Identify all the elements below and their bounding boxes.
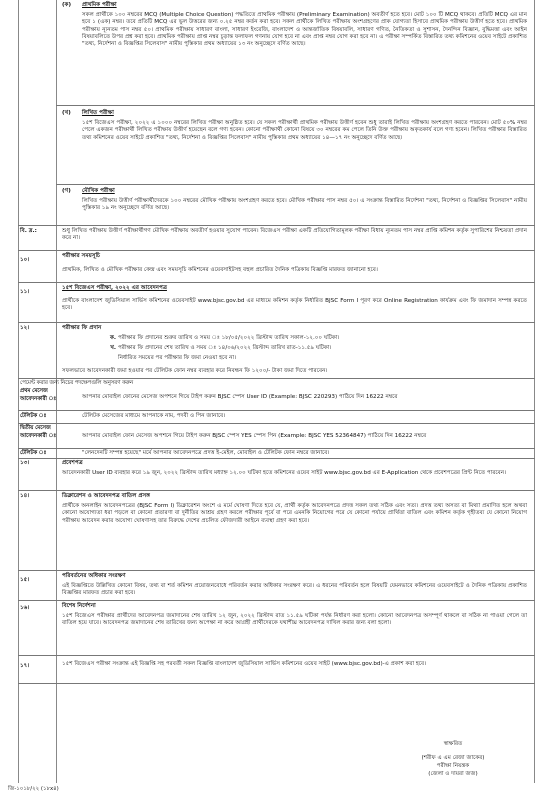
divider (18, 655, 535, 656)
section-website (0, 661, 553, 691)
section-number: ১৭। (20, 663, 30, 669)
section-application (0, 285, 553, 323)
divider (18, 570, 535, 571)
teletalk1-text: টেলিটক মেসেজের মাধ্যমে আপনাকে নাম, পদবী ও পিন জানাবে। (82, 413, 226, 419)
divider (18, 458, 535, 459)
section-heading: ডিক্লারেশন ও আবেদনপত্র বাতিল প্রসঙ্গ (62, 493, 150, 499)
sms2-label: দ্বিতীয় মেসেজ (20, 425, 51, 431)
section-heading: পরীক্ষার ফি প্রদান (62, 325, 102, 331)
section-label: (খ) (62, 110, 71, 116)
note-label: বি. দ্র.: (20, 228, 37, 234)
divider (18, 423, 535, 424)
section-text: লিখিত পরীক্ষায় উত্তীর্ণ পরীক্ষার্থীদেরকে ১০০ নম্বরের মৌখিক পরীক্ষায় অংশগ্রহণ করতে হবে। মৌখিক পরীক্ষার পাস নম্বর ৫০। এ সংক্রান্ত বিস্তারিত নির্দেশনা "তথ্য, নির্দেশনা ও বিজ্ঞপ্তির সিলেবাস" নামীয় পুস্তিকার ১৯ নং অনুচ্ছেদে বর্ণিত আছে। (82, 198, 527, 212)
divider (18, 410, 535, 411)
section-admit-card (0, 460, 553, 488)
signature-title: পরীক্ষা নিয়ন্ত্রক (436, 763, 470, 769)
applicant1-label: আবেদনকারী ঃ (20, 396, 57, 402)
divider (18, 448, 535, 449)
divider (18, 490, 535, 491)
section-number: ১৫। (20, 577, 30, 583)
footer-code: জি-১০১৮/২২ (১৮x৪) (8, 786, 59, 792)
section-number: ১৩। (20, 460, 30, 466)
divider (18, 282, 535, 283)
section-number: ১৪। (20, 493, 30, 499)
section-text: ১৫শ বিজেএস পরীক্ষার প্রার্থীদের আবেদনপত্র জমাদানের শেষ তারিখ ১২ জুন, ২০২২ খ্রিস্টাব্দ রাত ১১.৫৯ ঘটিকা পর্যন্ত নির্ধারণ করা হলো। কোনো আবেদনপত্র অসম্পূর্ণ থাকলে বা সঠিক না পাওয়া গেলে তা বাতিল হয়ে যাবে। আবেদনপত্র জমাদানের শেষ তারিখের জন্য অপেক্ষা না করে আগ্রহী প্রার্থীদেরকে যথাশীঘ্র আবেদনপত্র দাখিল করার জন্য বলা হলো। (62, 613, 527, 627)
section-heading: ১৫শ বিজেএস পরীক্ষা, ২০২২ এর আবেদনপত্র (62, 285, 167, 291)
section-text: এই বিজ্ঞপ্তিতে উল্লিখিত কোনো বিষয়, তথ্য বা শর্ত কমিশন প্রয়োজনবোধে পরিবর্তন করার অধিকার সংরক্ষণ করে। এ ধরনের পরিবর্তন হলে বিষয়টি যেমনভাবে কমিশনের ওয়েবসাইটে ও দৈনিক পত্রিকায় প্রকাশিত বিজ্ঞপ্তির মারফত প্রচার করা হবে। (62, 583, 527, 597)
applicant2-label: আবেদনকারী ঃ (20, 433, 57, 439)
section-heading: লিখিত পরীক্ষা (82, 110, 114, 116)
signature-label: স্বাক্ষরিত (443, 741, 463, 747)
teletalk2-text: "লেনদেনটি সম্পন্ন হয়েছে" মর্মে আপনার আবেদনপত্রে প্রদত্ত ই-মেইল, মোবাইল ও টেলিটক ফোন নম্বরে জানাবে। (82, 450, 330, 456)
payment-intro: পেমেন্ট করার জন্য নিচের পদক্ষেপগুলি অনুসরণ করুন (20, 380, 134, 386)
section-heading: প্রাথমিক পরীক্ষা (82, 2, 117, 8)
section-heading: পরীক্ষার সময়সূচি (62, 253, 101, 259)
divider (56, 184, 535, 185)
teletalk1-label: টেলিটক ঃ (20, 413, 47, 419)
section-preliminary (0, 2, 553, 104)
section-heading: পরিবর্তনের অধিকার সংরক্ষণ (62, 573, 126, 579)
section-label: (গ) (62, 188, 71, 194)
teletalk2-label: টেলিটক ঃ (20, 450, 47, 456)
divider (56, 105, 535, 106)
divider (18, 600, 535, 601)
section-number: ১১। (20, 289, 30, 295)
note-text: শুধু লিখিত পরীক্ষায় উত্তীর্ণ পরীক্ষার্থীগণ মৌখিক পরীক্ষায় অবতীর্ণ হওয়ার সুযোগ পাবেন। বিজেএস পরীক্ষা একটি প্রতিযোগিতামূলক পরীক্ষা বিধায় ন্যূনতম পাস নম্বর প্রাপ্তি কমিশন কর্তৃক সুপারিশের নিশ্চয়তা প্রদান করে না। (62, 228, 527, 242)
note-block (0, 228, 553, 250)
fee-item-text: নির্ধারিত সময়ের পর পরীক্ষার ফি জমা নেওয়া হবে না। (118, 355, 237, 361)
section-heading: প্রবেশপত্র (62, 460, 83, 466)
section-text: প্রার্থীকে বাংলাদেশ জুডিসিয়াল সার্ভিস কমিশনের ওয়েবসাইট www.bjsc.gov.bd এর মাধ্যমে কমিশন কর্তৃক নির্ধারিত BJSC Form I পূরণ করে Online Registration কার্যক্রম এবং ফি জমাদান সম্পন্ন করতে হবে। (62, 298, 527, 312)
section-text: প্রার্থীকে অনলাইন আবেদনপত্রের (BJSC Form I) ডিক্লারেশন অংশে এ মর্মে ঘোষণা দিতে হবে যে, প্রার্থী কর্তৃক আবেদনপত্রে প্রদত্ত সকল তথ্য সঠিক এবং সত্য। প্রদত্ত তথ্য অসত্য বা মিথ্যা প্রমাণিত হলে অথবা কোনো অযোগ্যতা ধরা পড়লে বা কোনো প্রতারণা বা দুর্নীতির আশ্রয় গ্রহণ করলে পরীক্ষার পূর্বে বা পরে এমনকি নিয়োগের পরে যে কোনো পর্যায়ে প্রার্থিতা বাতিল এবং কমিশন কর্তৃক গৃহীতব্য যে কোনো নিয়োগ পরীক্ষায় আবেদন করার অযোগ্য ঘোষণাসহ তার বিরুদ্ধে দেশের প্রচলিত ফৌজদারী আইনে ব্যবস্থা গ্রহণ করা হবে। (62, 503, 527, 524)
section-viva (0, 188, 553, 218)
section-schedule (0, 253, 553, 281)
section-rights (0, 573, 553, 607)
sms1-text: আপনার মোবাইল ফোনের মেসেজ অপশনে গিয়ে টাইপ করুন BJSC স্পেস User ID (Example: BJSC 220293) পাঠিয়ে দিন 16222 নম্বরে (82, 394, 398, 400)
fee-item-text: পরীক্ষার ফি প্রদানের শেষ তারিখ ও সময় ঃ ১৪/০৬/২০২২ খ্রিস্টাব্দ তারিখ রাত-১১.৫৯ ঘটিকা। (118, 345, 332, 351)
fee-text: সফলভাবে আবেদনকারী জমা হওয়ার পর টেলিটক ফোন নম্বর ব্যবহার করে নিবন্ধন ফি ১২০০/- টাকা জমা দিতে পারবেন। (62, 368, 328, 374)
divider (18, 250, 535, 251)
section-number: ১২। (20, 325, 30, 331)
section-number: ১০। (20, 257, 30, 263)
section-number: ১৬। (20, 605, 30, 611)
signature-block (393, 740, 513, 778)
section-special (0, 603, 553, 658)
sms1-label: প্রথম মেসেজ (20, 388, 48, 394)
section-text: ১৫শ বিজেএস পরীক্ষা, ২০২২ এ ১০০০ নম্বরের লিখিত পরীক্ষা অনুষ্ঠিত হবে। যে সকল পরীক্ষার্থী প্রাথমিক পরীক্ষায় উত্তীর্ণ হবেন শুধু তারাই লিখিত পরীক্ষায় অংশগ্রহণ করতে পারবেন। মোট ৫০% নম্বর পেলে একজন পরীক্ষার্থী লিখিত পরীক্ষায় উত্তীর্ণ হয়েছেন বলে গণ্য হবেন। কোনো পরীক্ষার্থী কোনো বিষয়ে ৩০ নম্বরের কম পেলে তিনি উক্ত পরীক্ষায় অকৃতকার্য বলে গণ্য হবেন। লিখিত পরীক্ষার বিস্তারিত তথ্য কমিশনের ওয়েব সাইটে প্রকাশিত "তথ্য, নির্দেশনা ও বিজ্ঞপ্তির সিলেবাস" নামীয় পুস্তিকার প্রথম অধ্যায়ের ১৪—১৭ নং অনুচ্ছেদে বর্ণিত আছে। (82, 120, 527, 141)
section-heading: মৌখিক পরীক্ষা (82, 188, 115, 194)
signature-rank: (জেলা ও দায়রা জজ) (428, 771, 478, 777)
section-text: আবেদনকারী User ID ব্যবহার করে ১৯ জুন, ২০২২ খ্রিস্টাব্দ তারিখ মধ্যাহ্ন ১২.০০ ঘটিকা হতে কমিশনের ওয়েব সাইট www.bjsc.gov.bd এর E-Application থেকে প্রবেশপত্রের প্রিন্ট নিতে পারবেন। (62, 470, 507, 476)
fee-item-label: ক. (109, 335, 116, 341)
fee-item-label: খ. (110, 345, 116, 351)
section-text: ১৫শ বিজেএস পরীক্ষা সংক্রান্ত এই বিজ্ঞপ্তি সহ পরবর্তী সকল বিজ্ঞপ্তি বাংলাদেশ জুডিসিয়াল সার্ভিস কমিশনের ওয়েব সাইট (www.bjsc.gov.bd)-এ প্রকাশ করা হবে। (62, 661, 427, 667)
section-label: (ক) (62, 2, 72, 8)
signature-name: (শরীফ এ এম রেজা জাকের) (421, 755, 485, 761)
section-text: প্রাথমিক, লিখিত ও মৌখিক পরীক্ষার কেন্দ্র এবং সময়সূচি কমিশনের ওয়েবসাইটসহ বহুল প্রচারিত দৈনিক পত্রিকায় বিজ্ঞপ্তি মারফত জানানো হবে। (62, 267, 378, 273)
divider (18, 225, 535, 226)
section-written (0, 110, 553, 180)
sms2-text: আপনার মোবাইল ফোন মেসেজ অপশনে গিয়ে টাইপ করুন BJSC স্পেস YES স্পেস পিন (Example: BJSC YES 52364847) পাঠিয়ে দিন 16222 নম্বরে (82, 433, 427, 439)
divider (18, 378, 535, 379)
fee-item-text: পরীক্ষার ফি প্রদানের শুরুর তারিখ ও সময় ঃ ১৮/০৫/২০২২ খ্রিস্টাব্দ তারিখ সকাল-১২.০০ ঘটিকা। (118, 335, 340, 341)
section-declaration (0, 493, 553, 558)
divider (18, 322, 535, 323)
divider (18, 683, 535, 684)
section-heading: বিশেষ নির্দেশনা (62, 603, 96, 609)
section-text: সকল প্রার্থীকে ১০০ নম্বরের MCQ (Multiple Choice Question) পদ্ধতিতে প্রাথমিক পরীক্ষায় (Preliminary Examination) অবতীর্ণ হতে হবে। মোট ১০০ টি MCQ থাকবে। প্রতিটি MCQ এর মান হবে ১ (এক) নম্বর। তবে প্রতিটি MCQ এর ভুল উত্তরের জন্য ০.২৫ নম্বর কর্তন করা হবে। সকল প্রার্থীকে লিখিত পরীক্ষায় অংশগ্রহণের প্রাক যোগ্যতা হিসাবে প্রাথমিক পরীক্ষায় উত্তীর্ণ হতে হবে। প্রাথমিক পরীক্ষায় ন্যূনতম পাস নম্বর ৫০। প্রাথমিক পরীক্ষায় সাধারণ বাংলা, সাধারণ ইংরেজি, বাংলাদেশ ও আন্তর্জাতিক বিষয়াবলি, সাধারণ গণিত, নৈতিকতা ও সুশাসন, দৈনন্দিন বিজ্ঞান, বুদ্ধিমত্তা এবং আইন বিষয়াবলিতে উপর প্রশ্ন করা হবে। প্রাথমিক পরীক্ষায় প্রাপ্ত নম্বর চূড়ান্ত ফলাফল গণনায় যোগ হবে না এবং প্রাপ্ত নম্বর যোগ করা হবে না। এ পরীক্ষা সম্পর্কিত বিস্তারিত তথ্য কমিশনের ওয়েব সাইটে প্রকাশিত "তথ্য, নির্দেশনা ও বিজ্ঞপ্তির সিলেবাস" নামীয় পুস্তিকার প্রথম অধ্যায়ের ১৩ নং অনুচ্ছেদে বর্ণিত আছে। (82, 12, 527, 48)
